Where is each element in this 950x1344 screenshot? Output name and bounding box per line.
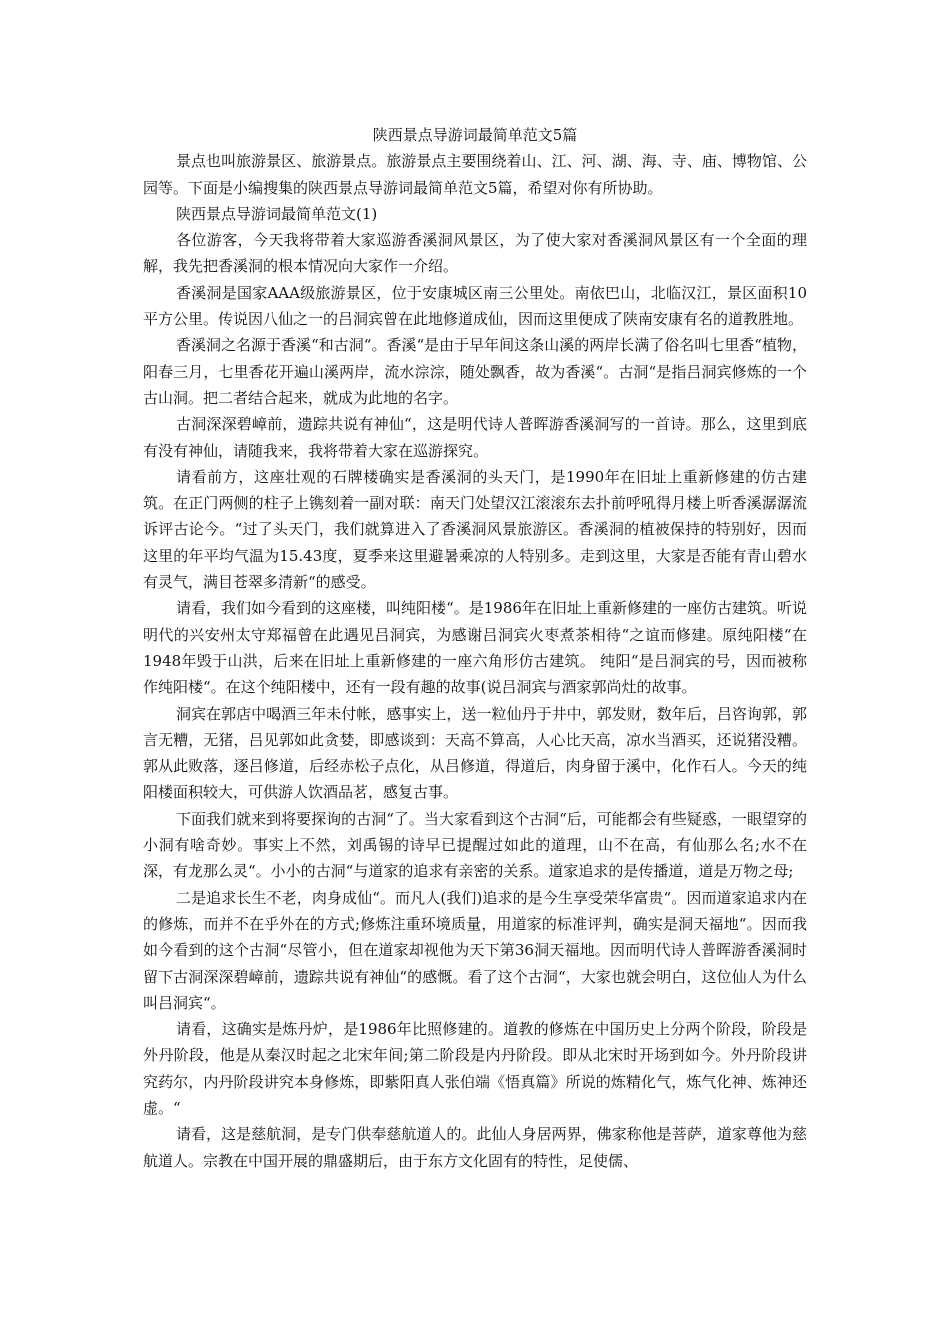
- body-paragraph: 古洞深深碧嶂前，遗踪共说有神仙“，这是明代诗人普晖游香溪洞写的一首诗。那么，这里到底有没有神仙，请随我来，我将带着大家在巡游探究。: [143, 415, 807, 460]
- section-heading: 陕西景点导游词最简单范文(1): [176, 204, 378, 223]
- document-page: [143, 122, 807, 1174]
- body-paragraph: 香溪洞之名源于香溪“和古洞“。香溪“是由于早年间这条山溪的两岸长满了俗名叫七里香“植物，阳春三月，七里香花开遍山溪两岸，流水淙淙，随处飘香，故为香溪“。古洞“是指吕洞宾修炼的一个古山洞。把二者结合起来，就成为此地的名字。: [143, 336, 807, 407]
- body-paragraph: 各位游客，今天我将带着大家巡游香溪洞风景区，为了使大家对香溪洞风景区有一个全面的理解，我先把香溪洞的根本情况向大家作一介绍。: [143, 231, 807, 276]
- body-paragraph: 香溪洞是国家AAA级旅游景区，位于安康城区南三公里处。南依巴山，北临汉江，景区面积10平方公里。传说因八仙之一的吕洞宾曾在此地修道成仙，因而这里便成了陕南安康有名的道教胜地。: [143, 283, 807, 329]
- body-paragraph: 洞宾在郭店中喝酒三年未付帐，感事实上，送一粒仙丹于井中，郭发财，数年后，吕咨询郭，郭言无糟，无猪，吕见郭如此贪婪，即感谈到：天高不算高，人心比天高，凉水当酒买，还说猪没糟。郭从此败落，逐吕修道，后经赤松子点化，从吕修道，得道后，肉身留于溪中，化作石人。今天的纯阳楼面积较大，可供游人饮酒品茗，感复古事。: [143, 704, 807, 802]
- body-paragraph: 请看，我们如今看到的这座楼，叫纯阳楼“。是1986年在旧址上重新修建的一座仿古建筑。听说明代的兴安州太守郑福曾在此遇见吕洞宾，为感谢吕洞宾火枣煮茶相待“之谊而修建。原纯阳楼“在1948年毁于山洪，后来在旧址上重新修建的一座六角形仿古建筑。 纯阳“是吕洞宾的号，因而被称作纯阳楼“。在这个纯阳楼中，还有一段有趣的故事(说吕洞宾与酒家郭尚灶的故事。: [143, 599, 807, 697]
- body-paragraph: 请看，这确实是炼丹炉，是1986年比照修建的。道教的修炼在中国历史上分两个阶段，阶段是外丹阶段，他是从秦汉时起之北宋年间;第二阶段是内丹阶段。即从北宋时开场到如今。外丹阶段讲究药尔，内丹阶段讲究本身修炼，即紫阳真人张伯端《悟真篇》所说的炼精化气，炼气化神、炼神还虚。“: [143, 1020, 807, 1117]
- body-paragraph: 请看前方，这座壮观的石牌楼确实是香溪洞的头天门，是1990年在旧址上重新修建的仿古建筑。在正门两侧的柱子上镌刻着一副对联：南天门处望汉江滚滚东去扑前呼吼得月楼上听香溪潺潺流诉评古论今。“过了头天门，我们就算进入了香溪洞风景旅游区。香溪洞的植被保持的特别好，因而这里的年平均气温为15.43度，夏季来这里避暑乘凉的人特别多。走到这里，大家是否能有青山碧水有灵气，满目苍翠多清新“的感受。: [143, 467, 807, 592]
- document-title: 陕西景点导游词最简单范文5篇: [372, 126, 578, 144]
- body-paragraph: 二是追求长生不老，肉身成仙“。而凡人(我们)追求的是今生享受荣华富贵“。因而道家追求内在的修炼，而并不在乎外在的方式;修炼注重环境质量，用道家的标准评判，确实是洞天福地“。因而我如今看到的这个古洞“尽管小，但在道家却视他为天下第36洞天福地。因而明代诗人普晖游香溪洞时留下古洞深深碧嶂前，遗踪共说有神仙“的感慨。看了这个古洞“，大家也就会明白，这位仙人为什么叫吕洞宾“。: [143, 888, 807, 1012]
- body-paragraph: 下面我们就来到将要探询的古洞“了。当大家看到这个古洞“后，可能都会有些疑惑，一眼望穿的小洞有啥奇妙。事实上不然，刘禹锡的诗早已提醒过如此的道理，山不在高，有仙那么名;水不在深，有龙那么灵“。小小的古洞“与道家的追求有亲密的关系。道家追求的是传播道，道是万物之母;: [143, 809, 807, 881]
- intro-paragraph: 景点也叫旅游景区、旅游景点。旅游景点主要围绕着山、江、河、湖、海、寺、庙、博物馆、公园等。下面是小编搜集的陕西景点导游词最简单范文5篇，希望对你有所协助。: [143, 152, 807, 197]
- body-paragraph: 请看，这是慈航洞，是专门供奉慈航道人的。此仙人身居两界，佛家称他是菩萨，道家尊他为慈航道人。宗教在中国开展的鼎盛期后，由于东方文化固有的特性，足使儒、: [143, 1125, 807, 1170]
